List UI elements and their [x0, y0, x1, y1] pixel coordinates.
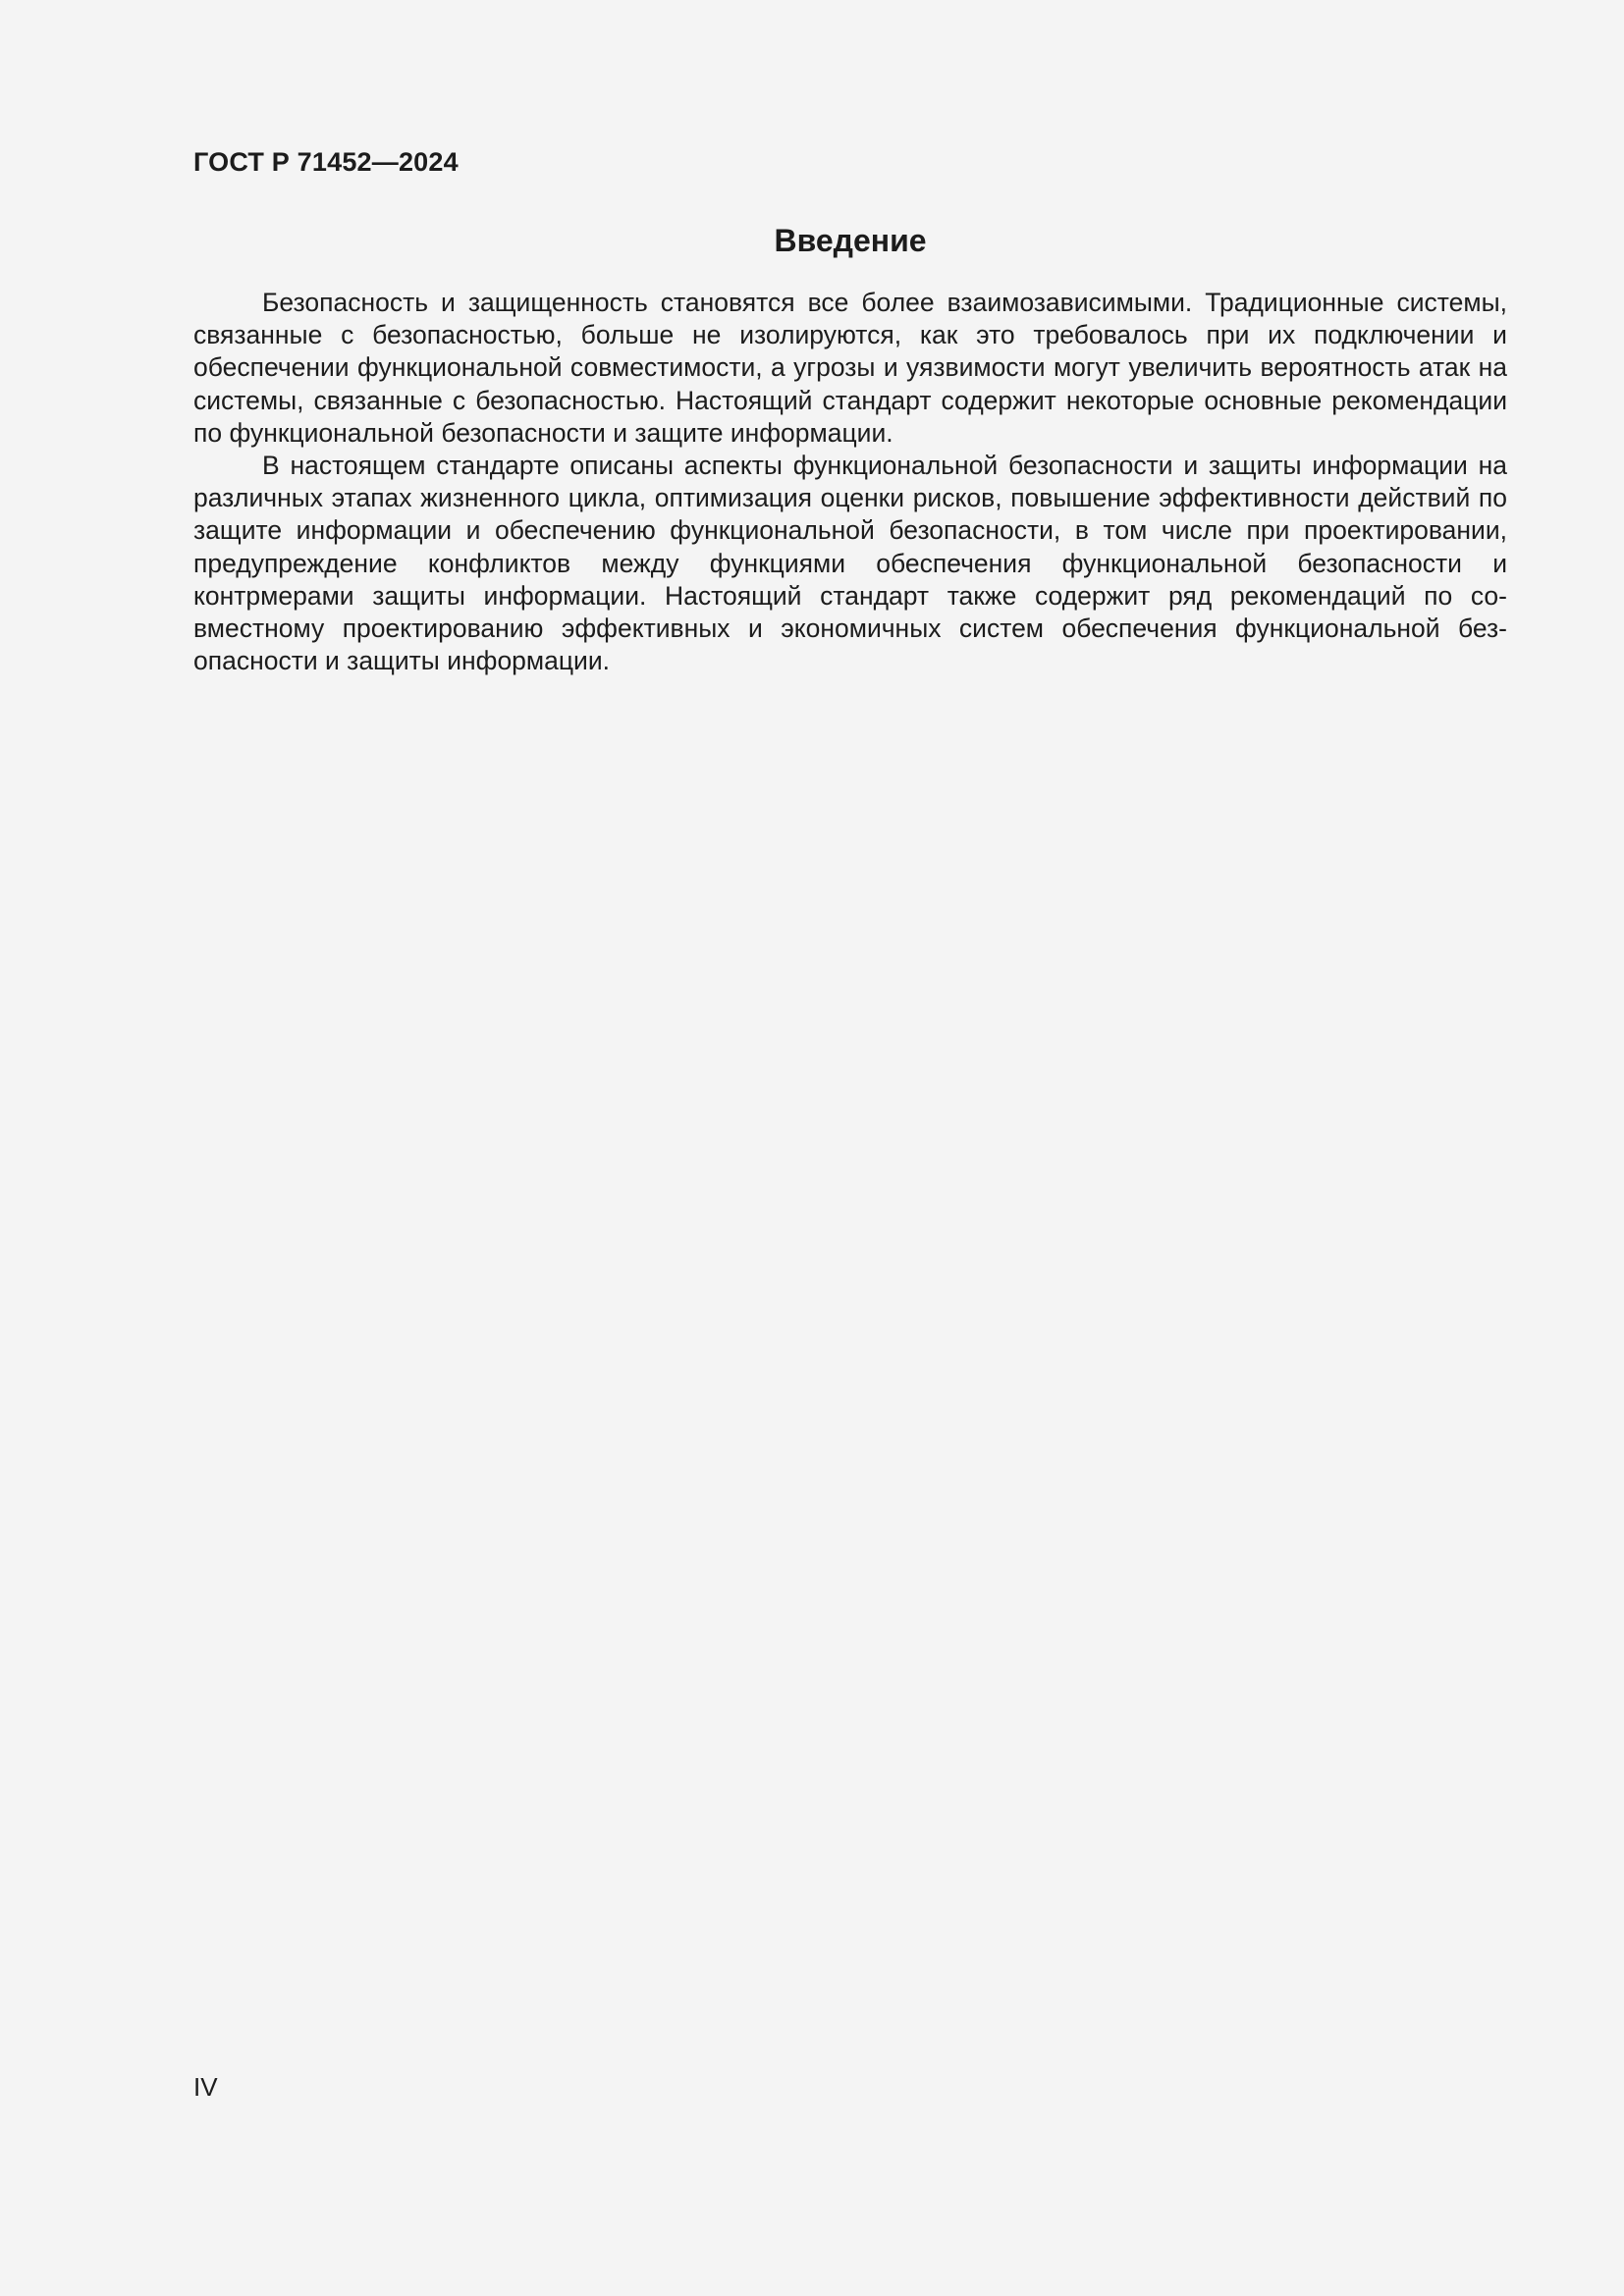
section-title: Введение: [774, 223, 927, 258]
paragraph: Безопасность и защищенность становятся все более взаимозависимыми. Традиционные системы, связанные с безопасностью, больше не изолируются, как это требовалось при их подключении и обеспечении функциональной совместимости, а угрозы и уязвимости могут увеличить вероятность атак на системы, связанные с безопасностью. Настоящий стандарт содержит некоторые основные рекомендации по функциональной безопасности и защите информации.: [193, 288, 1507, 448]
body-text: [193, 287, 1507, 677]
page-number: IV: [193, 2072, 218, 2102]
standard-code-header: ГОСТ Р 71452—2024: [193, 147, 459, 177]
paragraph: В настоящем стандарте описаны аспекты функциональной безопасности и защиты информации на различных этапах жизненного цикла, оптимизация оценки рисков, повышение эффективности действий по защите информации и обеспечению функциональной безопасности, в том числе при проектировании, предупреждение конфликтов между функциями обеспечения функциональной безопасности и контрмерами защиты информации. Настоящий стандарт также содержит ряд рекомендаций по совместному проектированию эффективных и экономичных систем обеспечения функциональной безопасности и защиты информации.: [193, 451, 1507, 676]
